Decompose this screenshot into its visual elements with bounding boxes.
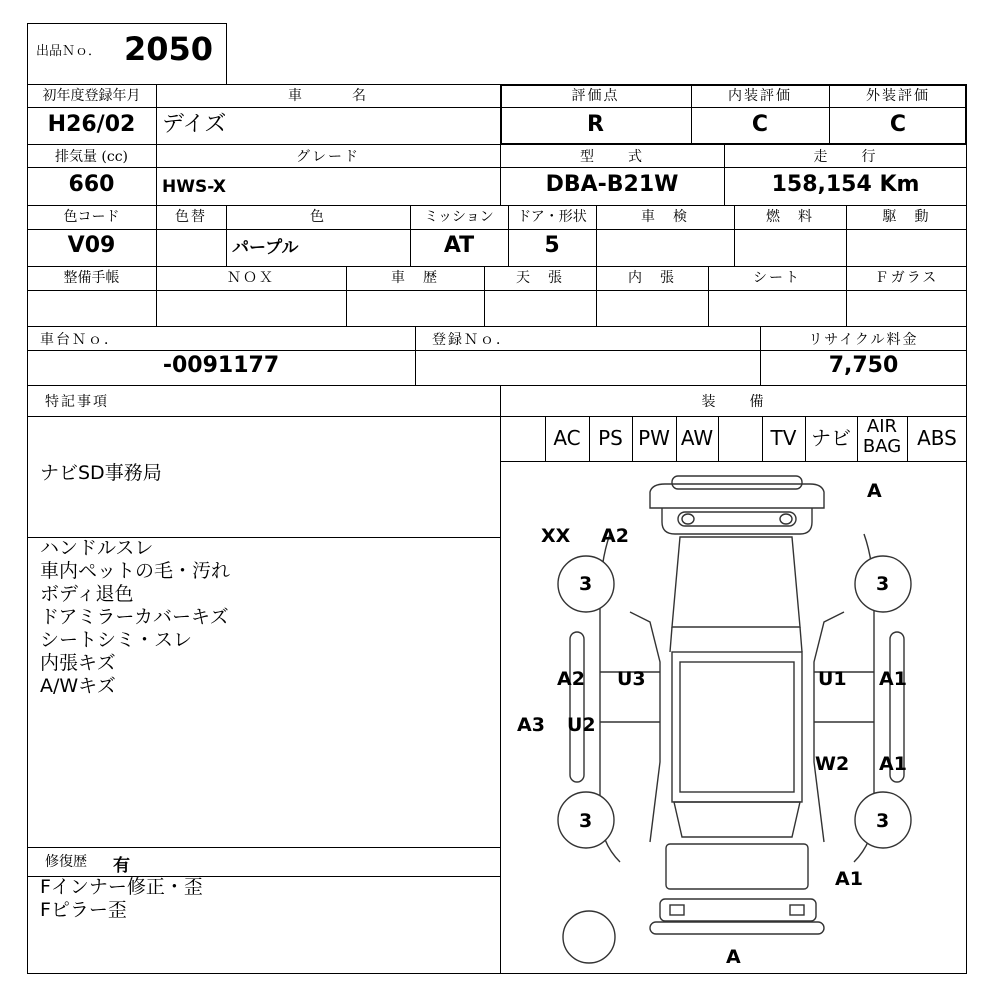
remarks-label: 特記事項 [45, 394, 109, 410]
first-reg-value: H26/02 [47, 112, 136, 137]
exterior-value: C [889, 112, 907, 137]
regno-label: 登録Ｎｏ． [432, 332, 512, 348]
lot-number: 2050 [124, 30, 214, 68]
repaint-label: 色替 [175, 209, 207, 225]
mark-l-u3: U3 [617, 668, 646, 690]
nox-label: ＮＯＸ [227, 270, 275, 286]
roof-label: 天 張 [516, 270, 564, 286]
interior-label: 内装評価 [728, 88, 792, 104]
color-label: 色 [310, 209, 326, 225]
equipment-item-8: AIR BAG [862, 416, 902, 457]
grade-label: グレード [296, 149, 360, 165]
mark-r-a1-mid: A1 [879, 753, 907, 775]
mark-fl-a2: A2 [601, 525, 629, 547]
name-label: 車 名 [288, 88, 368, 104]
recycle-label: リサイクル料金 [808, 332, 919, 348]
mission-label: ミッション [424, 209, 494, 225]
maintenance-label: 整備手帳 [63, 270, 120, 286]
exterior-label: 外装評価 [866, 88, 930, 104]
color-value: パープル [232, 238, 299, 258]
equipment-label: 装 備 [701, 394, 766, 410]
mark-front-right: A [867, 480, 882, 502]
equipment-item-2: PS [598, 426, 623, 450]
chassis-value: -0091177 [162, 353, 280, 378]
mark-tire-fr: 3 [876, 573, 890, 595]
equipment-item-9: ABS [917, 426, 957, 450]
color-code-value: V09 [67, 233, 116, 258]
grade-value: HWS-X [162, 177, 226, 197]
door-value: 5 [544, 233, 560, 258]
mark-rear-a: A [726, 946, 741, 968]
fglass-label: Ｆガラス [874, 270, 939, 286]
drive-label: 駆 動 [882, 209, 931, 225]
mark-r-w2: W2 [815, 753, 850, 775]
recycle-value: 7,750 [828, 353, 899, 378]
mark-l-u2: U2 [567, 714, 596, 736]
score-label: 評価点 [571, 88, 620, 104]
mark-l-a2: A2 [557, 668, 585, 690]
inspection-label: 車 検 [641, 209, 689, 225]
mark-rr-a1: A1 [835, 868, 863, 890]
door-label: ドア・形状 [517, 209, 587, 225]
fuel-label: 燃 料 [766, 209, 814, 225]
first-reg-label: 初年度登録年月 [42, 88, 141, 104]
mileage-label: 走 行 [813, 149, 878, 165]
displacement-label: 排気量 (cc) [54, 149, 129, 165]
model-label: 型 式 [580, 149, 644, 165]
equipment-item-1: AC [553, 426, 581, 450]
mission-value: AT [443, 233, 475, 258]
mark-tire-rl: 3 [579, 810, 593, 832]
mark-tire-rr: 3 [876, 810, 890, 832]
color-code-label: 色コード [63, 209, 120, 225]
equipment-item-3: PW [638, 426, 670, 450]
equipment-item-4: AW [680, 426, 714, 450]
seat-label: シート [753, 270, 801, 286]
equipment-item-6: TV [770, 426, 797, 450]
mark-r-u1: U1 [818, 668, 847, 690]
model-value: DBA-B21W [545, 172, 679, 197]
lot-label: 出品Ｎｏ． [36, 44, 102, 59]
remarks-top: ナビSD事務局 [40, 462, 162, 484]
mark-l-a3: A3 [517, 714, 545, 736]
mark-tire-fl: 3 [579, 573, 593, 595]
score-value: R [587, 112, 604, 137]
mark-r-a1-top: A1 [879, 668, 907, 690]
repair-value: 有 [113, 856, 130, 876]
chassis-label: 車台Ｎｏ． [40, 332, 120, 348]
equipment-item-7: ナビ [811, 426, 851, 450]
car-name-value: デイズ [162, 112, 227, 137]
remarks-lines: ハンドルスレ 車内ペットの毛・汚れ ボディ退色 ドアミラーカバーキズ シートシミ・スレ 内張キズ A/Wキズ [40, 537, 231, 697]
mark-fl-xx: XX [541, 525, 571, 547]
repair-lines: Fインナー修正・歪 Fピラー歪 [40, 876, 203, 921]
history-label: 車 歴 [391, 270, 439, 286]
repair-label: 修復歴 [45, 854, 87, 870]
interior-trim-label: 内 張 [628, 270, 676, 286]
interior-value: C [751, 112, 769, 137]
displacement-value: 660 [68, 172, 115, 197]
mileage-value: 158,154 Km [771, 172, 920, 197]
